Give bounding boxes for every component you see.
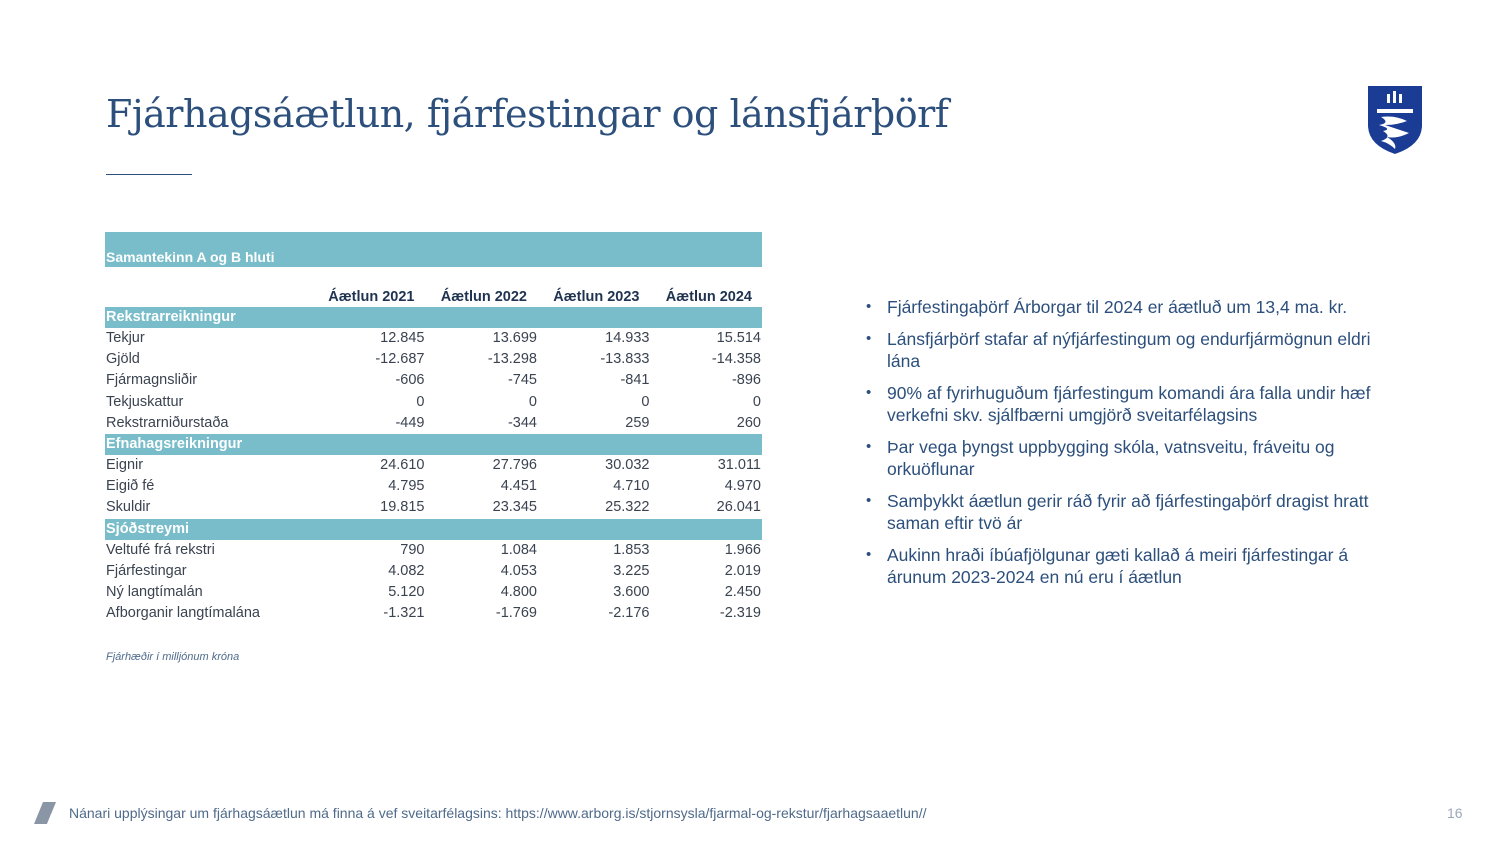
table-cell: 2.019: [724, 562, 761, 579]
table-cell: 259: [625, 414, 650, 431]
table-cell: 4.800: [500, 583, 537, 600]
table-cell: 4.082: [388, 562, 425, 579]
table-cell: -13.298: [487, 351, 537, 368]
table-cell: 260: [736, 414, 761, 431]
table-cell: 4.710: [613, 478, 650, 495]
table-cell: 14.933: [605, 330, 650, 346]
bullet-item: • Lánsfjárþörf stafar af nýfjárfestingum og endurfjármögnun eldri lána: [866, 328, 1406, 373]
table-cell: 12.845: [380, 330, 425, 346]
table-row: [105, 370, 762, 391]
municipal-crest-icon: [1367, 85, 1423, 155]
footer-info-link[interactable]: Nánari upplýsingar um fjárhagsáætlun má finna á vef sveitarfélagsins: https://www.arborg.is/stjornsysla/fjarmal-og-rekstur/fjarhagsaaetlun//: [69, 805, 927, 821]
table-cell: -745: [507, 372, 537, 389]
table-column-headers: [105, 267, 762, 307]
table-cell: 19.815: [380, 499, 425, 516]
table-title: Samantekinn A og B hluti: [105, 232, 762, 267]
column-header: Áætlun 2022: [440, 289, 527, 305]
footer-logo-icon: [34, 802, 56, 824]
table-body: [105, 307, 762, 624]
slide-title: Fjárhagsáætlun, fjárfestingar og lánsfjárþörf: [106, 92, 949, 136]
table-cell: 3.600: [613, 583, 650, 600]
table-cell: 23.345: [492, 499, 537, 516]
table-section-header: Efnahagsreikningur: [105, 434, 762, 455]
table-cell: 0: [528, 393, 537, 410]
row-label: Skuldir: [106, 499, 151, 516]
table-cell: -2.176: [608, 605, 650, 622]
table-row: [105, 476, 762, 497]
table-cell: 1.966: [724, 541, 761, 558]
table-row: [105, 497, 762, 518]
table-cell: -1.769: [495, 605, 537, 622]
table-cell: 5.120: [388, 583, 425, 600]
table-row: [105, 582, 762, 603]
table-cell: -1.321: [383, 605, 425, 622]
bullet-item: • 90% af fyrirhuguðum fjárfestingum komandi ára falla undir hæf verkefni skv. sjálfbærni umgjörð sveitarfélagsins: [866, 382, 1406, 427]
bullet-item: • Fjárfestingaþörf Árborgar til 2024 er áætluð um 13,4 ma. kr.: [866, 296, 1406, 319]
title-underline: [106, 174, 192, 175]
row-label: Gjöld: [106, 351, 140, 368]
table-cell: 0: [416, 393, 425, 410]
bullet-item: • Samþykkt áætlun gerir ráð fyrir að fjárfestingaþörf dragist hratt saman eftir tvö ár: [866, 490, 1406, 535]
table-row: [105, 413, 762, 434]
column-header: Áætlun 2023: [553, 289, 640, 305]
table-cell: 4.451: [500, 478, 537, 495]
page-number: 16: [1447, 805, 1463, 821]
table-cell: 25.322: [605, 499, 650, 516]
table-row: [105, 540, 762, 561]
table-cell: -12.687: [375, 351, 425, 368]
row-label: Veltufé frá rekstri: [106, 541, 215, 558]
table-row: [105, 392, 762, 413]
table-cell: -606: [395, 372, 425, 389]
table-cell: -896: [731, 372, 761, 389]
column-header: Áætlun 2024: [665, 289, 752, 305]
table-cell: 2.450: [724, 583, 761, 600]
table-cell: 1.084: [500, 541, 537, 558]
table-row: [105, 328, 762, 349]
table-section-header: Sjóðstreymi: [105, 519, 762, 540]
table-cell: 15.514: [716, 330, 761, 346]
bullet-item: • Þar vega þyngst uppbygging skóla, vatnsveitu, fráveitu og orkuöflunar: [866, 436, 1406, 481]
row-label: Fjármagnsliðir: [106, 372, 198, 389]
row-label: Rekstrarniðurstaða: [106, 414, 229, 431]
table-cell: -2.319: [719, 605, 761, 622]
table-cell: 4.795: [388, 478, 425, 495]
table-cell: -344: [507, 414, 537, 431]
row-label: Eignir: [106, 456, 144, 473]
table-cell: -14.358: [711, 351, 761, 368]
row-label: Eigið fé: [106, 478, 155, 495]
table-cell: 3.225: [613, 562, 650, 579]
row-label: Tekjuskattur: [106, 393, 184, 410]
table-cell: 24.610: [380, 456, 425, 473]
row-label: Ný langtímalán: [106, 583, 203, 600]
row-label: Fjárfestingar: [106, 562, 187, 579]
table-row: [105, 455, 762, 476]
table-cell: 30.032: [605, 456, 650, 473]
table-cell: 0: [752, 393, 761, 410]
table-section-header: Rekstrarreikningur: [105, 307, 762, 328]
bullet-item: • Aukinn hraði íbúafjölgunar gæti kallað á meiri fjárfestingar á árunum 2023-2024 en nú eru í áætlun: [866, 544, 1406, 589]
table-cell: 790: [400, 541, 425, 558]
table-row: [105, 561, 762, 582]
table-cell: 31.011: [717, 456, 761, 473]
table-cell: -841: [620, 372, 650, 389]
column-header: Áætlun 2021: [328, 289, 415, 305]
table-cell: -449: [395, 414, 425, 431]
financial-table: [105, 232, 762, 624]
table-footnote: Fjárhæðir í milljónum króna: [106, 651, 240, 663]
table-cell: 13.699: [492, 330, 537, 346]
row-label: Afborganir langtímalána: [106, 605, 260, 622]
table-cell: 0: [641, 393, 650, 410]
table-cell: -13.833: [600, 351, 650, 368]
row-label: Tekjur: [106, 330, 145, 346]
table-row: [105, 603, 762, 624]
table-cell: 26.041: [716, 499, 761, 516]
table-cell: 4.053: [500, 562, 537, 579]
table-cell: 1.853: [613, 541, 650, 558]
bullet-list: [866, 296, 1406, 598]
table-cell: 4.970: [724, 478, 761, 495]
table-cell: 27.796: [492, 456, 537, 473]
table-row: [105, 349, 762, 370]
